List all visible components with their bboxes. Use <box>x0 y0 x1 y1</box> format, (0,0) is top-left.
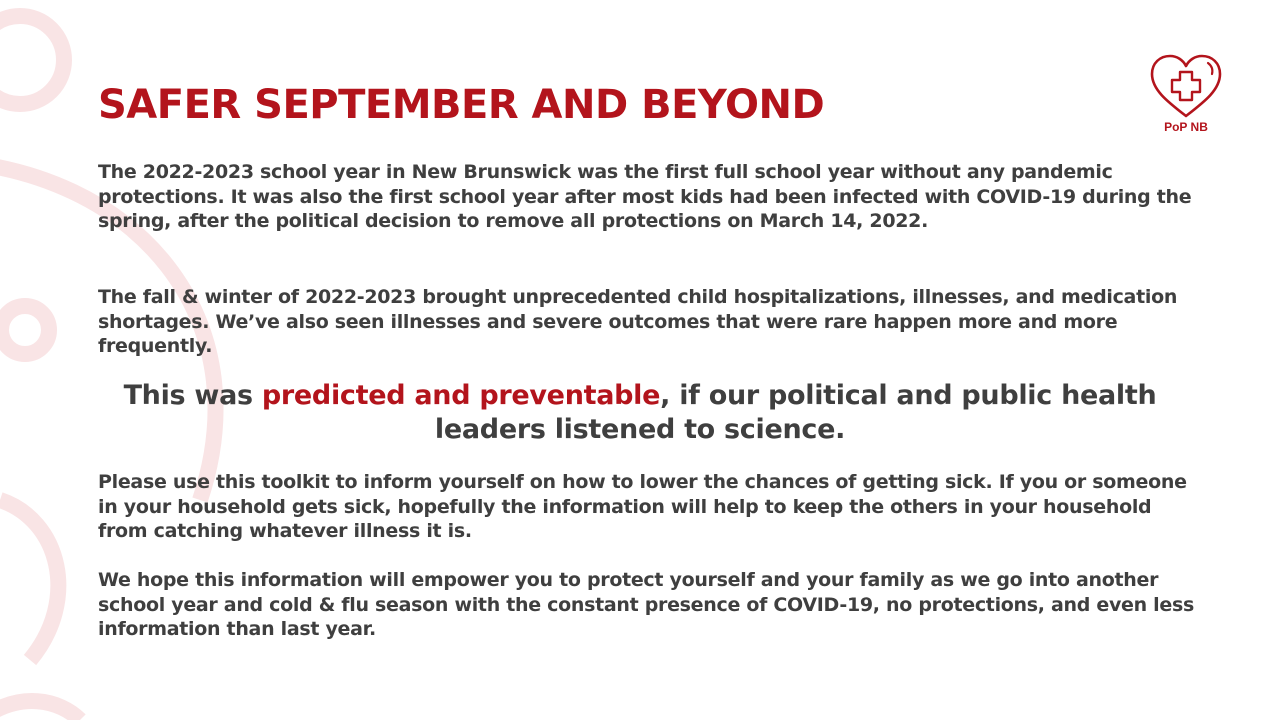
toolkit-paragraph: Please use this toolkit to inform yourself on how to lower the chances of getting sick. If you or someone in your household gets sick, hopefully the information will help to keep the others in your household from catching whatever illness it is. <box>98 471 1187 542</box>
highlight-statement <box>98 379 1182 447</box>
deco-ring-mid <box>1 306 49 354</box>
heart-plus-icon <box>1146 52 1226 120</box>
page-title: SAFER SEPTEMBER AND BEYOND <box>98 82 825 128</box>
pop-nb-logo <box>1146 52 1226 138</box>
deco-arc-bottom <box>0 701 80 720</box>
deco-ring-top <box>0 16 64 104</box>
fall-winter-paragraph: The fall & winter of 2022-2023 brought unprecedented child hospitalizations, illnesses, and medication shortages. We’ve also seen illnesses and severe outcomes that were rare happen more and more frequently. <box>98 286 1178 357</box>
intro-paragraph: The 2022-2023 school year in New Brunswick was the first full school year without any pandemic protections. It was also the first school year after most kids had been infected with COVID-19 during the spring, after the political decision to remove all protections on March 14, 2022. <box>98 161 1192 232</box>
highlight-emphasis: predicted and preventable <box>261 380 661 411</box>
logo-text: PoP NB <box>1164 120 1208 134</box>
deco-arc-small <box>0 500 58 660</box>
closing-paragraph: We hope this information will empower you to protect yourself and your family as we go into another school year and cold & flu season with the constant presence of COVID-19, no protections, and even less information than last year. <box>98 569 1194 640</box>
highlight-after: , if our political and public health leaders listened to science. <box>434 380 1157 445</box>
highlight-before: This was <box>123 380 262 411</box>
